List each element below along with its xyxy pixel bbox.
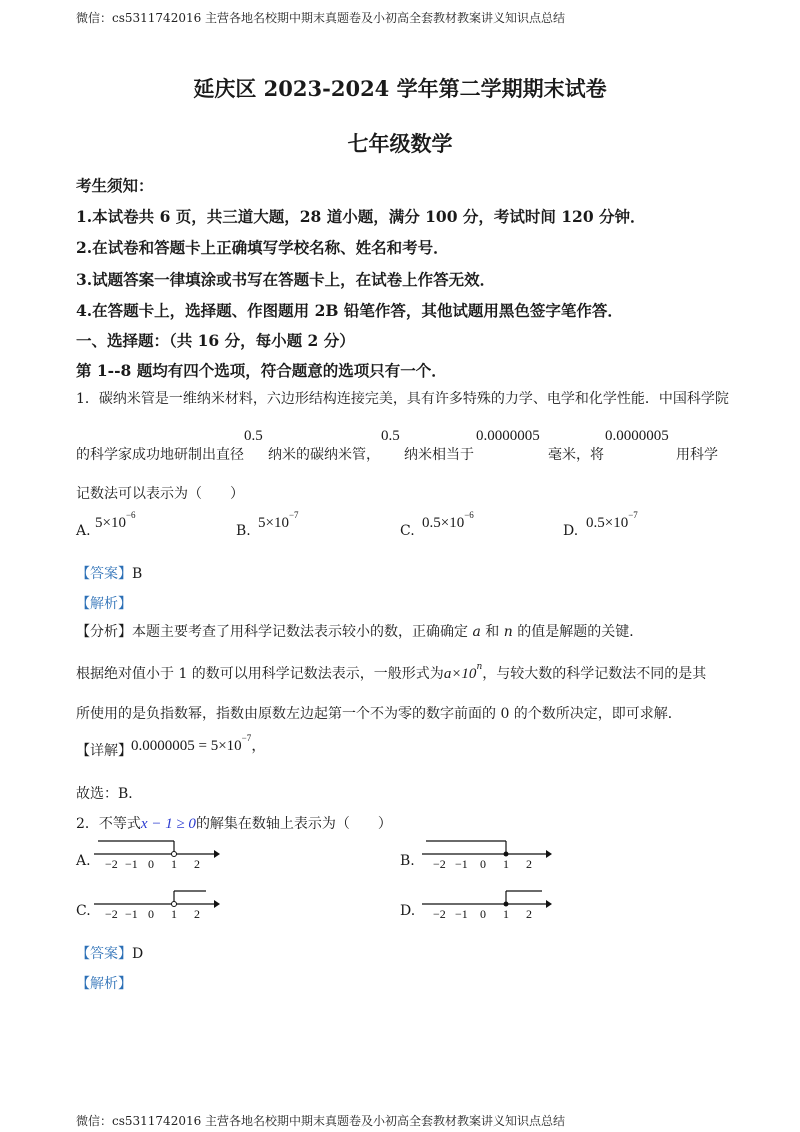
q1-para1: 根据绝对值小于 1 的数可以用科学记数法表示，一般形式为$a\times 10^n$，与较大数的科学记数法不同的是其 bbox=[76, 662, 707, 682]
tick-label: 2 bbox=[526, 857, 532, 871]
tick-label: 1 bbox=[503, 907, 509, 921]
exam-subtitle: 七年级数学 bbox=[347, 131, 453, 156]
q2-answer: 【答案】D bbox=[76, 946, 144, 962]
q1-line2-b: 纳米的碳纳米管， bbox=[268, 447, 380, 463]
q1-num-0.5: 0.5 bbox=[381, 428, 400, 444]
tick-label: −1 bbox=[125, 907, 138, 921]
q1-detail: 【详解】 bbox=[76, 743, 132, 759]
q1-option-d-label: D. bbox=[563, 523, 579, 539]
section-heading: 一、选择题：（共 16 分，每小题 2 分） bbox=[76, 331, 355, 350]
tick-label: −2 bbox=[433, 907, 446, 921]
q2-stem: 2．不等式x − 1 ≥ 0的解集在数轴上表示为（ ） bbox=[76, 816, 392, 832]
q2-option-b-numberline bbox=[418, 836, 552, 872]
q1-line2-d: 毫米，将 bbox=[548, 447, 604, 463]
q1-num-0.0000005: 0.0000005 bbox=[605, 428, 669, 444]
q1-fenxi: 【分析】本题主要考查了用科学记数法表示较小的数，正确确定 a 和 n 的值是解题的关键． bbox=[76, 624, 644, 640]
tick-label: −1 bbox=[125, 857, 138, 871]
q2-option-c-numberline bbox=[90, 886, 220, 922]
q1-line2-c: 纳米相当于 bbox=[404, 447, 474, 463]
tick-label: 2 bbox=[194, 907, 200, 921]
notice-item: 2.在试卷和答题卡上正确填写学校名称、姓名和考号． bbox=[76, 238, 449, 257]
q2-analysis-tag: 【解析】 bbox=[76, 976, 132, 992]
tick-label: 2 bbox=[194, 857, 200, 871]
q1-option-b-label: B. bbox=[236, 523, 251, 539]
tick-label: −2 bbox=[105, 907, 118, 921]
tick-label: 0 bbox=[148, 907, 154, 921]
q2-option-b-label: B. bbox=[400, 853, 415, 869]
tick-label: 1 bbox=[171, 907, 177, 921]
q2-option-a-numberline bbox=[90, 836, 220, 872]
q1-para2: 所使用的是负指数幂，指数由原数左边起第一个不为零的数字前面的 0 的个数所决定，即可求解． bbox=[76, 706, 682, 722]
exam-title: 延庆区 2023-2024 学年第二学期期末试卷 bbox=[193, 76, 607, 101]
tick-label: 1 bbox=[503, 857, 509, 871]
section-instruction: 第 1--8 题均有四个选项，符合题意的选项只有一个． bbox=[76, 361, 447, 380]
page-header: 微信：cs5311742016 主营各地名校期中期末真题卷及小初高全套教材教案讲义知识点总结 bbox=[76, 11, 566, 25]
q1-analysis-tag: 【解析】 bbox=[76, 596, 132, 612]
q1-option-d-value: $0.5\times 10^{-7}$ bbox=[586, 510, 638, 531]
q1-answer: 【答案】B bbox=[76, 566, 143, 582]
q1-num-0.0000005: 0.0000005 bbox=[476, 428, 540, 444]
q1-line2-e: 用科学 bbox=[676, 447, 718, 463]
notice-item: 1.本试卷共 6 页，共三道大题，28 道小题，满分 100 分，考试时间 120 分钟． bbox=[76, 207, 646, 226]
notice-item: 3.试题答案一律填涂或书写在答题卡上，在试卷上作答无效． bbox=[76, 270, 496, 289]
q1-option-c-value: $0.5\times 10^{-6}$ bbox=[422, 510, 474, 531]
q1-option-a-label: A. bbox=[76, 523, 91, 539]
tick-label: −1 bbox=[455, 857, 468, 871]
q2-option-a-label: A. bbox=[76, 853, 91, 869]
q1-option-a-value: $5\times 10^{-6}$ bbox=[95, 510, 136, 531]
tick-label: −2 bbox=[105, 857, 118, 871]
tick-label: 0 bbox=[148, 857, 154, 871]
tick-label: 1 bbox=[171, 857, 177, 871]
q2-option-d-label: D. bbox=[400, 903, 416, 919]
tick-label: −1 bbox=[455, 907, 468, 921]
q2-option-c-label: C. bbox=[76, 903, 91, 919]
notice-heading: 考生须知： bbox=[76, 176, 154, 195]
q1-line3: 记数法可以表示为（ ） bbox=[76, 486, 244, 502]
q1-detail-formula: $0.0000005 = 5\times 10^{-7}$， bbox=[131, 733, 267, 754]
q1-line1: 1．碳纳米管是一维纳米材料，六边形结构连接完美，具有许多特殊的力学、电学和化学性能．中国科学院 bbox=[76, 391, 729, 407]
tick-label: 0 bbox=[480, 857, 486, 871]
notice-item: 4.在答题卡上，选择题、作图题用 2B 铅笔作答，其他试题用黑色签字笔作答． bbox=[76, 301, 623, 320]
page-footer: 微信：cs5311742016 主营各地名校期中期末真题卷及小初高全套教材教案讲义知识点总结 bbox=[76, 1114, 566, 1128]
tick-label: −2 bbox=[433, 857, 446, 871]
tick-label: 2 bbox=[526, 907, 532, 921]
q1-option-c-label: C. bbox=[400, 523, 415, 539]
q2-option-d-numberline bbox=[418, 886, 552, 922]
tick-label: 0 bbox=[480, 907, 486, 921]
q1-num-0.5: 0.5 bbox=[244, 428, 263, 444]
q1-line2-a: 的科学家成功地研制出直径 bbox=[76, 447, 244, 463]
q1-choose: 故选：B． bbox=[76, 786, 143, 802]
q1-option-b-value: $5\times 10^{-7}$ bbox=[258, 510, 299, 531]
